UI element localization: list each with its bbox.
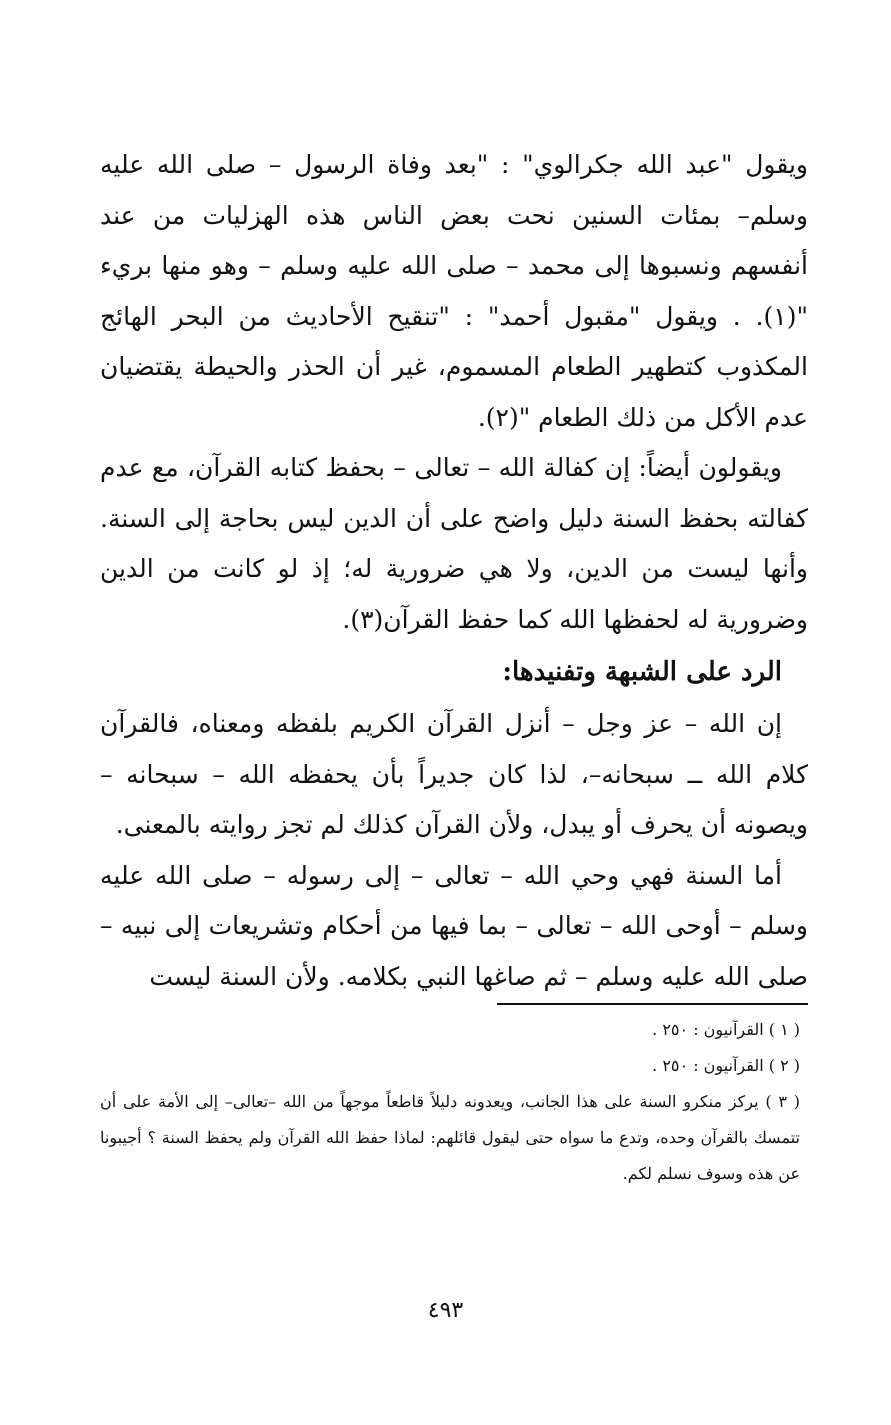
paragraph-claim: ويقولون أيضاً: إن كفالة الله – تعالى – بحفظ كتابه القرآن، مع عدم كفالته بحفظ السنة دليل واضح على أن الدين ليس بحاجة إلى السنة. وأنها ليست من الدين، ولا هي ضرورية له؛ إذ لو كانت من الدين وضرورية له لحفظها الله كما حفظ القرآن(٣). <box>100 453 808 634</box>
section-heading: الرد على الشبهة وتفنيدها: <box>502 657 782 687</box>
paragraph-sunnah: أما السنة فهي وحي الله – تعالى – إلى رسوله – صلى الله عليه وسلم – أوحى الله – تعالى – بما فيها من أحكام وتشريعات إلى نبيه – صلى الله عليه وسلم – ثم صاغها النبي بكلامه. ولأن السنة ليست <box>100 860 808 991</box>
footnote-divider <box>497 1003 808 1005</box>
footnotes <box>100 1012 808 1192</box>
main-text <box>100 140 808 1002</box>
paragraph-quran: إن الله – عز وجل – أنزل القرآن الكريم بلفظه ومعناه، فالقرآن كلام الله ــ سبحانه–، لذا كان جديراً بأن يحفظه الله – سبحانه – ويصونه أن يحرف أو يبدل، ولأن القرآن كذلك لم تجز روايته بالمعنى. <box>100 709 808 839</box>
footnote-1: ( ١ ) القرآنيون : ٢٥٠ . <box>652 1020 800 1039</box>
paragraph-quotes: ويقول "عبد الله جكرالوي" : "بعد وفاة الرسول – صلى الله عليه وسلم– بمئات السنين نحت بعض الناس هذه الهزليات من عند أنفسهم ونسبوها إلى محمد – صلى الله عليه وسلم – وهو منها بريء "(١). . ويقول "مقبول أحمد" : "تنقيح الأحاديث من البحر الهائج المكذوب كتطهير الطعام المسموم، غير أن الحذر والحيطة يقتضيان عدم الأكل من ذلك الطعام "(٢). <box>100 150 808 432</box>
footnote-3: ( ٣ ) يركز منكرو السنة على هذا الجانب، ويعدونه دليلاً قاطعاً موجهاً من الله –تعالى– إلى الأمة على أن تتمسك بالقرآن وحده، وتدع ما سواه حتى ليقول قائلهم: لماذا حفظ الله القرآن ولم يحفظ السنة ؟ أجيبونا عن هذه وسوف نسلم لكم. <box>100 1092 801 1183</box>
page-number: ٤٩٣ <box>427 1298 464 1323</box>
footnote-2: ( ٢ ) القرآنيون : ٢٥٠ . <box>652 1056 800 1075</box>
